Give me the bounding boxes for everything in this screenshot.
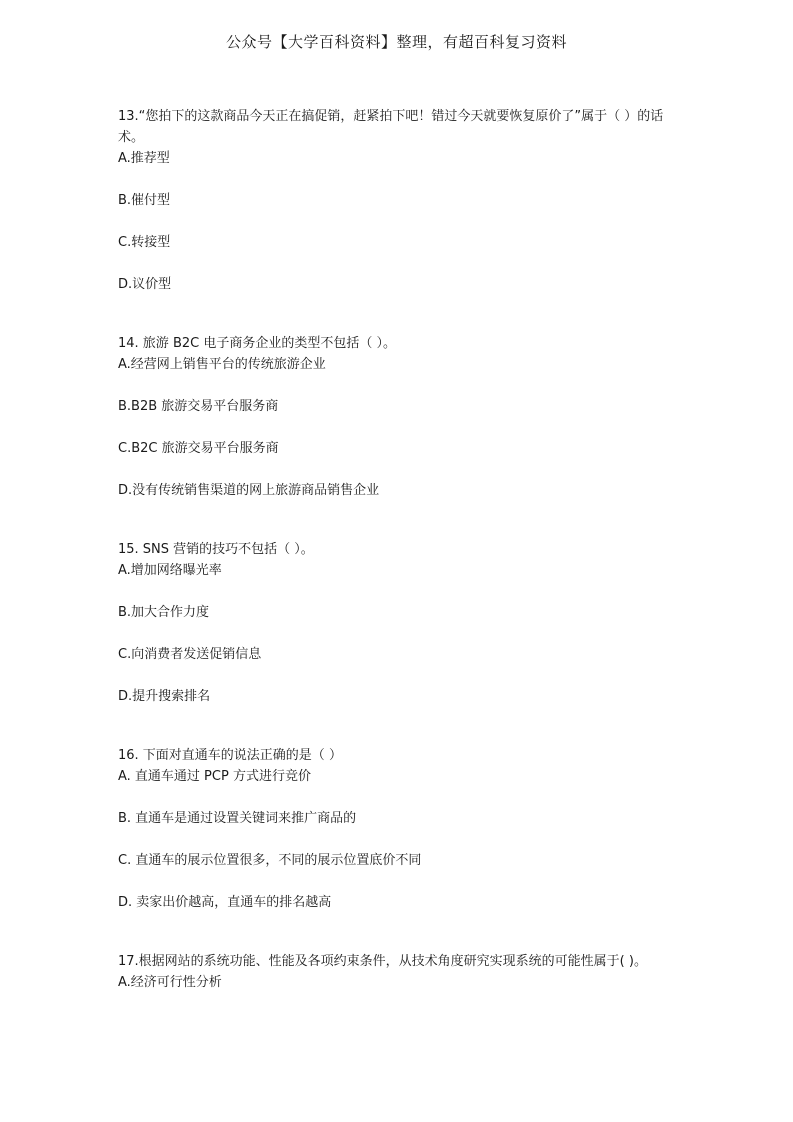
question-13 [118, 106, 678, 295]
option-a: A.经营网上销售平台的传统旅游企业 [118, 357, 326, 372]
option-b: B.催付型 [118, 193, 171, 208]
option-d: D.没有传统销售渠道的网上旅游商品销售企业 [118, 483, 380, 498]
option-c: C. 直通车的展示位置很多，不同的展示位置底价不同 [118, 853, 422, 868]
option-d: D. 卖家出价越高，直通车的排名越高 [118, 895, 332, 910]
option-c: C.转接型 [118, 235, 171, 250]
question-stem: 13.“您拍下的这款商品今天正在搞促销，赶紧拍下吧！错过今天就要恢复原价了”属于（ ）的话术。 [118, 109, 664, 145]
option-a: A.增加网络曝光率 [118, 563, 222, 578]
option-b: B. 直通车是通过设置关键词来推广商品的 [118, 811, 357, 826]
question-14 [118, 333, 678, 501]
option-d: D.提升搜索排名 [118, 689, 211, 704]
question-list [118, 106, 678, 1031]
option-a: A. 直通车通过 PCP 方式进行竞价 [118, 769, 311, 784]
question-stem: 17.根据网站的系统功能、性能及各项约束条件，从技术角度研究实现系统的可能性属于( )。 [118, 954, 647, 969]
option-b: B.加大合作力度 [118, 605, 210, 620]
question-stem: 16. 下面对直通车的说法正确的是（ ） [118, 748, 342, 763]
option-c: C.B2C 旅游交易平台服务商 [118, 441, 279, 456]
option-b: B.B2B 旅游交易平台服务商 [118, 399, 279, 414]
question-stem: 14. 旅游 B2C 电子商务企业的类型不包括（ ）。 [118, 336, 396, 351]
option-a: A.经济可行性分析 [118, 975, 222, 990]
question-15 [118, 539, 678, 707]
question-16 [118, 745, 678, 913]
option-a: A.推荐型 [118, 151, 170, 166]
question-17 [118, 951, 678, 993]
option-c: C.向消费者发送促销信息 [118, 647, 262, 662]
option-d: D.议价型 [118, 277, 172, 292]
page-header: 公众号【大学百科资料】整理，有超百科复习资料 [225, 33, 567, 51]
question-stem: 15. SNS 营销的技巧不包括（ ）。 [118, 542, 314, 557]
